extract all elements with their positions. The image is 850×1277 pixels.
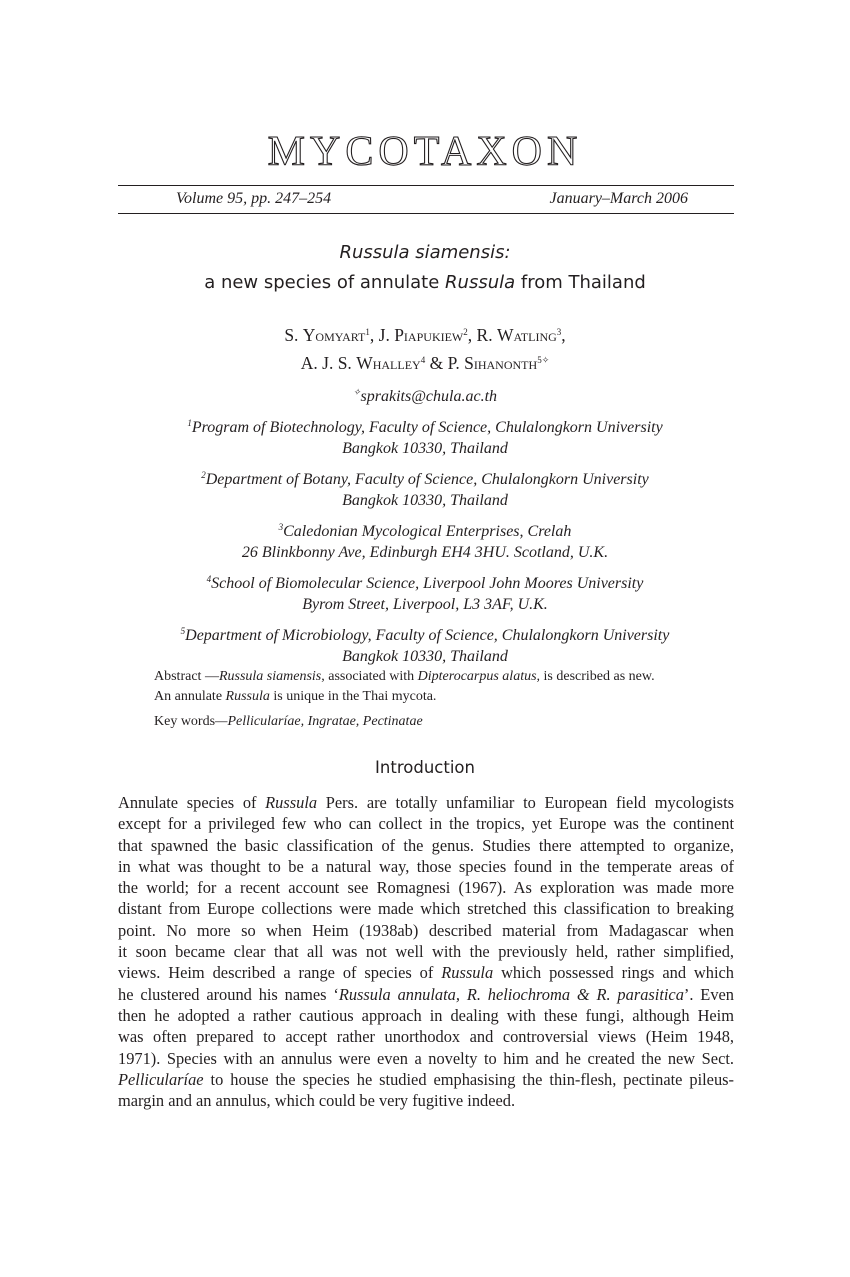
body-text: that spawned the basic classification of the genus. Studies there attempted to organize,: [118, 835, 734, 855]
title-genus: Russula: [445, 272, 516, 293]
affiliation-line: [0, 621, 850, 647]
section-heading: Introduction: [375, 758, 475, 777]
contact-email: [0, 382, 850, 408]
affiliation-item: [0, 569, 850, 616]
body-text: he clustered around his names ‘: [118, 984, 339, 1004]
title-text: from Thailand: [515, 272, 646, 293]
affiliation-address: Bangkok 10330, Thailand: [342, 648, 508, 665]
affiliations: [0, 382, 850, 673]
abstract-host: Dipterocarpus alatus,: [417, 669, 541, 684]
author-affil-mark: 1: [365, 327, 370, 337]
abstract: [154, 667, 714, 707]
body-line: [118, 941, 734, 962]
affiliation-line: [0, 465, 850, 491]
abstract-label: Abstract: [154, 669, 202, 684]
abstract-genus: Russula: [225, 689, 270, 704]
author-line-1: [0, 320, 850, 348]
body-text: which possessed rings and which: [493, 963, 734, 983]
body-text: views. Heim described a range of species of: [118, 963, 442, 983]
body-line: [118, 1026, 734, 1047]
title-line-1: Russula siamensis:: [339, 242, 511, 263]
body-text: to house the species he studied emphasising the thin-flesh, pectinate pileus-: [203, 1069, 734, 1089]
body-text: Annulate species of: [118, 793, 266, 812]
author-separator: &: [425, 353, 448, 373]
affiliation-number: 2: [201, 469, 206, 480]
author-name: Watling: [496, 325, 557, 345]
affiliation-item: [0, 413, 850, 460]
affiliation-list: [0, 413, 850, 668]
body-text: except for a privileged few who can collect in the tropics, yet Europe was the continent: [118, 814, 734, 834]
body-line: [118, 835, 734, 856]
body-text: point. No more so when Heim (1938ab) described material from Madagascar when: [118, 920, 734, 940]
body-line: [118, 856, 734, 877]
body-text: 1971). Species with an annulus were even a novelty to him and he created the new Sect.: [118, 1048, 734, 1068]
author-affil-mark: 3: [556, 327, 562, 337]
affiliation-number: 4: [206, 573, 212, 584]
author-initials: P.: [447, 353, 465, 373]
body-italic-text: Russula annulata, R. heliochroma & R. parasitica: [338, 984, 684, 1004]
contact-mark: ✧: [352, 387, 361, 397]
body-line: [118, 792, 734, 813]
body-text: distant from Europe collections were made which stretched this classification to breaking: [118, 899, 734, 919]
top-rule: [118, 185, 734, 186]
author-line-2: [0, 348, 850, 376]
body-paragraph: [118, 792, 734, 1111]
body-text: in what was thought to be a natural way, those species found in the temperate areas of: [118, 856, 734, 876]
affiliation-line: [0, 517, 850, 543]
author-initials: J.: [378, 325, 395, 345]
body-line: [118, 1069, 734, 1090]
journal-name: MYCOTAXON: [267, 129, 583, 175]
affiliation-number: 3: [278, 521, 284, 532]
author-initials: S.: [284, 325, 303, 345]
body-line: [118, 920, 734, 941]
issue-date: January–March 2006: [549, 190, 688, 207]
abstract-text: , associated with: [321, 669, 418, 684]
title-text: a new species of annulate: [204, 272, 446, 293]
abstract-text: is unique in the Thai mycota.: [269, 689, 437, 704]
affiliation-number: 5: [180, 625, 186, 636]
affiliation-address: Bangkok 10330, Thailand: [342, 492, 508, 509]
affiliation-address: Byrom Street, Liverpool, L3 3AF, U.K.: [302, 596, 548, 613]
author-name: Sihanonth: [464, 353, 538, 373]
affiliation-text: Department of Botany, Faculty of Science, Chulalongkorn University: [205, 470, 649, 488]
article-title: [0, 238, 850, 298]
author-name: Piapukiew: [394, 325, 464, 345]
body-italic-text: Russula: [441, 963, 494, 983]
keywords: [154, 712, 714, 732]
affiliation-item: [0, 621, 850, 668]
title-line-2: [0, 268, 850, 298]
volume-pages: Volume 95, pp. 247–254: [176, 190, 332, 207]
keywords-label: Key words: [154, 714, 216, 729]
keywords-text: —Pellicularíae, Ingratae, Pectinatae: [215, 714, 423, 729]
body-line: [118, 877, 734, 898]
author-name: Whalley: [356, 353, 421, 373]
affiliation-item: [0, 465, 850, 512]
abstract-dash: —: [201, 669, 219, 684]
author-name: Yomyart: [302, 325, 366, 345]
body-line: [118, 962, 734, 983]
body-italic-text: Russula: [265, 793, 318, 812]
abstract-species: Russula siamensis: [218, 669, 322, 684]
body-text: was often prepared to accept rather unorthodox and controversial views (Heim 1948,: [118, 1027, 734, 1047]
volume-line: [176, 190, 688, 212]
body-line: [118, 1090, 734, 1111]
body-text: then he adopted a rather cautious approach in dealing with these fungi, although Heim: [118, 1005, 734, 1025]
author-separator: ,: [561, 325, 566, 345]
abstract-text: An annulate: [154, 689, 226, 704]
affiliation-line: [0, 413, 850, 439]
affiliation-address: 26 Blinkbonny Ave, Edinburgh EH4 3HU. Scotland, U.K.: [241, 544, 609, 561]
body-line: [118, 1048, 734, 1069]
author-affil-mark: 5✧: [537, 355, 550, 365]
body-text: ’. Even: [683, 984, 734, 1004]
affiliation-text: Caledonian Mycological Enterprises, Crelah: [283, 522, 572, 540]
body-text: margin and an annulus, which could be very fugitive indeed.: [118, 1091, 516, 1111]
author-separator: ,: [467, 325, 477, 345]
author-initials: A. J. S.: [300, 353, 357, 373]
body-text: the world; for a recent account see Romagnesi (1967). As exploration was made more: [118, 878, 734, 898]
body-line: [118, 1005, 734, 1026]
bottom-rule: [118, 213, 734, 214]
abstract-text: is described as new.: [540, 669, 655, 684]
author-initials: R.: [476, 325, 497, 345]
body-text: Pers. are totally unfamiliar to European field mycologists: [317, 793, 734, 812]
body-line: [118, 984, 734, 1005]
author-separator: ,: [369, 325, 379, 345]
affiliation-item: [0, 517, 850, 564]
body-italic-text: Pellicularíae: [118, 1069, 204, 1089]
author-affil-mark: 2: [463, 327, 468, 337]
affiliation-text: Program of Biotechnology, Faculty of Science, Chulalongkorn University: [191, 418, 663, 436]
body-line: [118, 813, 734, 834]
affiliation-text: School of Biomolecular Science, Liverpool John Moores University: [211, 574, 644, 592]
email-address[interactable]: sprakits@chula.ac.th: [360, 388, 498, 405]
affiliation-number: 1: [187, 417, 192, 428]
author-affil-mark: 4: [420, 355, 426, 365]
body-line: [118, 898, 734, 919]
journal-masthead: [0, 128, 850, 176]
affiliation-address: Bangkok 10330, Thailand: [342, 440, 508, 457]
affiliation-line: [0, 569, 850, 595]
author-list: [0, 320, 850, 376]
affiliation-text: Department of Microbiology, Faculty of Science, Chulalongkorn University: [185, 626, 670, 644]
body-text: it soon became clear that all was not well with the previously held, rather simplified,: [118, 942, 734, 962]
